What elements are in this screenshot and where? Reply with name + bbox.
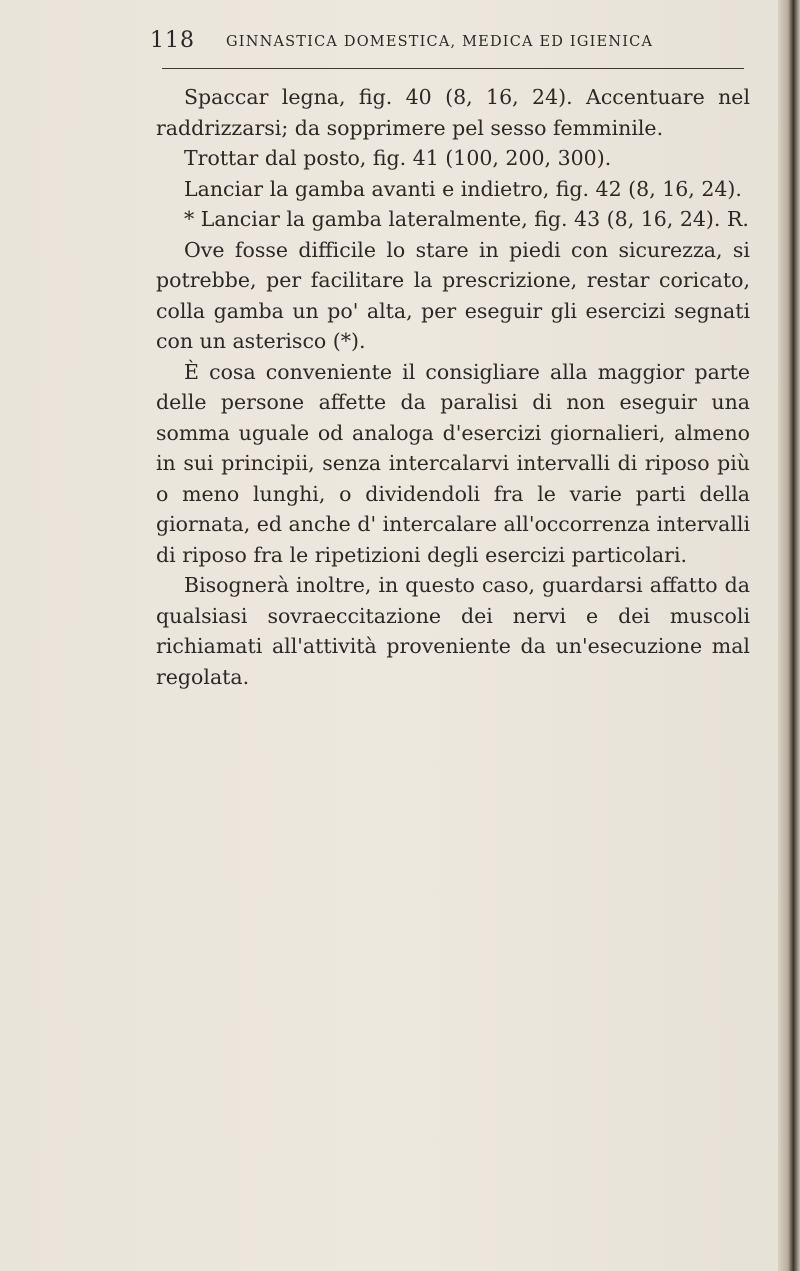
paragraph: Bisognerà inoltre, in questo caso, guardarsi affatto da qualsiasi sovraeccitazione dei nervi e dei muscoli richiamati all'attività proveniente da un'esecuzione mal regolata. — [156, 573, 750, 689]
page-header — [150, 28, 710, 58]
paragraph: Trottar dal posto, fig. 41 (100, 200, 300). — [184, 146, 612, 170]
book-spine-edge — [778, 0, 800, 1271]
header-rule — [162, 68, 744, 69]
paragraph: * Lanciar la gamba lateralmente, fig. 43 (8, 16, 24). R. — [184, 207, 749, 231]
paragraph: È cosa conveniente il consigliare alla maggior parte delle persone affette da paralisi di non eseguir una somma uguale od analoga d'esercizi giornalieri, almeno in sui principii, senza intercalarvi intervalli di riposo più o meno lunghi, o dividendoli fra le varie parti della giornata, ed anche d' intercalare all'occorrenza intervalli di riposo fra le ripetizioni degli esercizi particolari. — [156, 359, 750, 567]
paragraph: Ove fosse difficile lo stare in piedi con sicurezza, si potrebbe, per facilitare la prescrizione, restar coricato, colla gamba un po' alta, per eseguir gli esercizi segnati con un asterisco (*). — [156, 237, 750, 353]
running-head: GINNASTICA DOMESTICA, MEDICA ED IGIENICA — [226, 34, 654, 50]
page-number: 118 — [150, 28, 195, 53]
body-text — [156, 82, 750, 692]
paragraph: Spaccar legna, fig. 40 (8, 16, 24). Accentuare nel raddrizzarsi; da sopprimere pel sesso femminile. — [156, 85, 750, 140]
paragraph: Lanciar la gamba avanti e indietro, fig. 42 (8, 16, 24). — [184, 176, 742, 201]
